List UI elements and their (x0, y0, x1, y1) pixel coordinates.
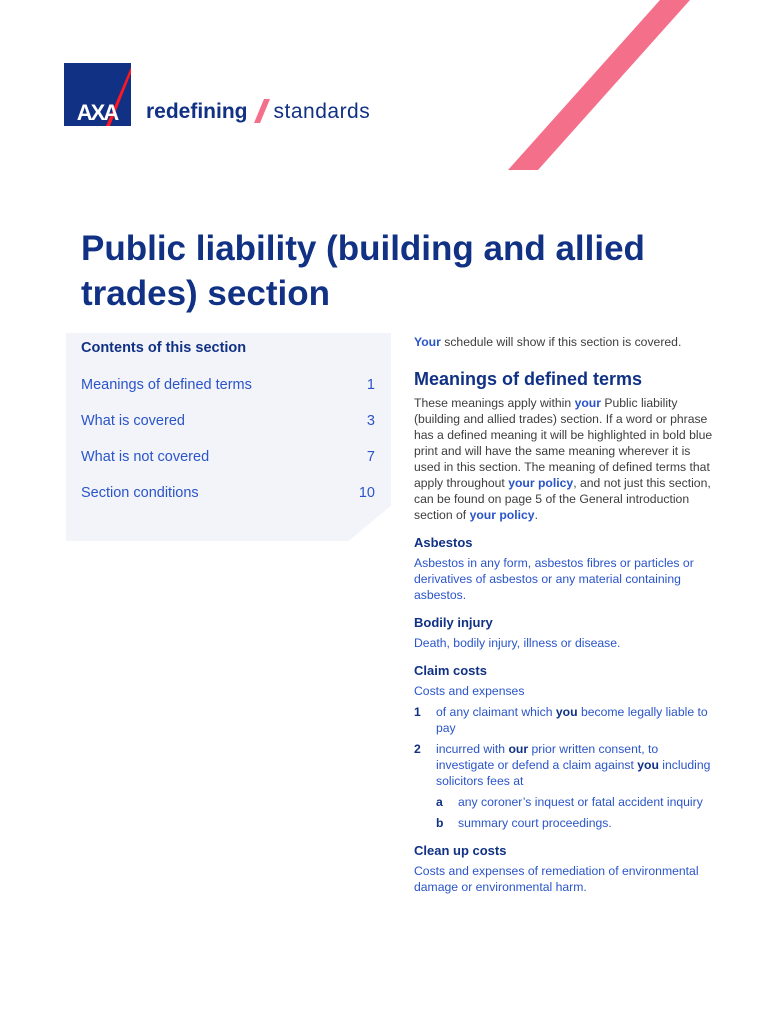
toc-label: Meanings of defined terms (81, 377, 252, 393)
toc-label: What is covered (81, 413, 185, 429)
toc-label: Section conditions (81, 485, 199, 501)
def-claim-costs: Costs and expenses (414, 684, 525, 698)
meanings-heading: Meanings of defined terms (414, 369, 643, 389)
meanings-paragraph: These meanings apply within your Public liability (building and allied trades) section. If a word or phrase has a defined meaning it will be highlighted in bold blue print and will have the same meaning wherever it is used in this section. The meaning of defined terms that apply throughout your policy, and not just this section, can be found on page 5 of the General introduction section of your policy. (414, 396, 713, 522)
tagline-light: standards (273, 100, 371, 123)
toc-page: 7 (366, 449, 375, 465)
toc-page: 1 (366, 377, 375, 393)
toc-item-section-conditions[interactable] (81, 485, 375, 505)
list-item: 1 of any claimant which you become legally liable to pay (414, 705, 708, 735)
contents-panel (66, 333, 391, 541)
schedule-note: Your schedule will show if this section is covered. (414, 335, 682, 349)
def-bodily-injury: Death, bodily injury, illness or disease. (414, 636, 621, 650)
toc-item-what-is-covered[interactable] (81, 413, 375, 433)
logo-text: AXA (76, 100, 118, 125)
toc-page: 10 (358, 485, 375, 501)
sub-list-item: b summary court proceedings. (436, 816, 612, 830)
right-column (414, 334, 714, 895)
def-clean-up-costs: Costs and expenses of remediation of environmental damage or environmental harm. (414, 864, 699, 894)
slash-icon (254, 99, 270, 123)
toc-item-meanings[interactable] (81, 377, 375, 397)
term-asbestos: Asbestos (414, 535, 473, 550)
axa-logo (64, 63, 131, 126)
list-item: 2 incurred with our prior written consent, to investigate or defend a claim against you including solicitors fees at (414, 742, 711, 788)
def-asbestos: Asbestos in any form, asbestos fibres or particles or derivatives of asbestos or any material containing asbestos. (414, 556, 694, 602)
page-title: Public liability (building and allied trades) section (81, 229, 645, 313)
toc-page: 3 (366, 413, 375, 429)
sub-list-item: a any coroner’s inquest or fatal accident inquiry (436, 795, 703, 809)
toc-item-what-is-not-covered[interactable] (81, 449, 375, 469)
term-bodily-injury: Bodily injury (414, 615, 493, 630)
toc-label: What is not covered (81, 449, 210, 465)
contents-heading: Contents of this section (81, 340, 247, 356)
claim-costs-list (414, 704, 714, 831)
tagline-bold: redefining (146, 100, 248, 123)
tagline (146, 99, 370, 125)
decorative-stripe (500, 0, 690, 170)
term-clean-up-costs: Clean up costs (414, 843, 507, 858)
term-claim-costs: Claim costs (414, 663, 487, 678)
